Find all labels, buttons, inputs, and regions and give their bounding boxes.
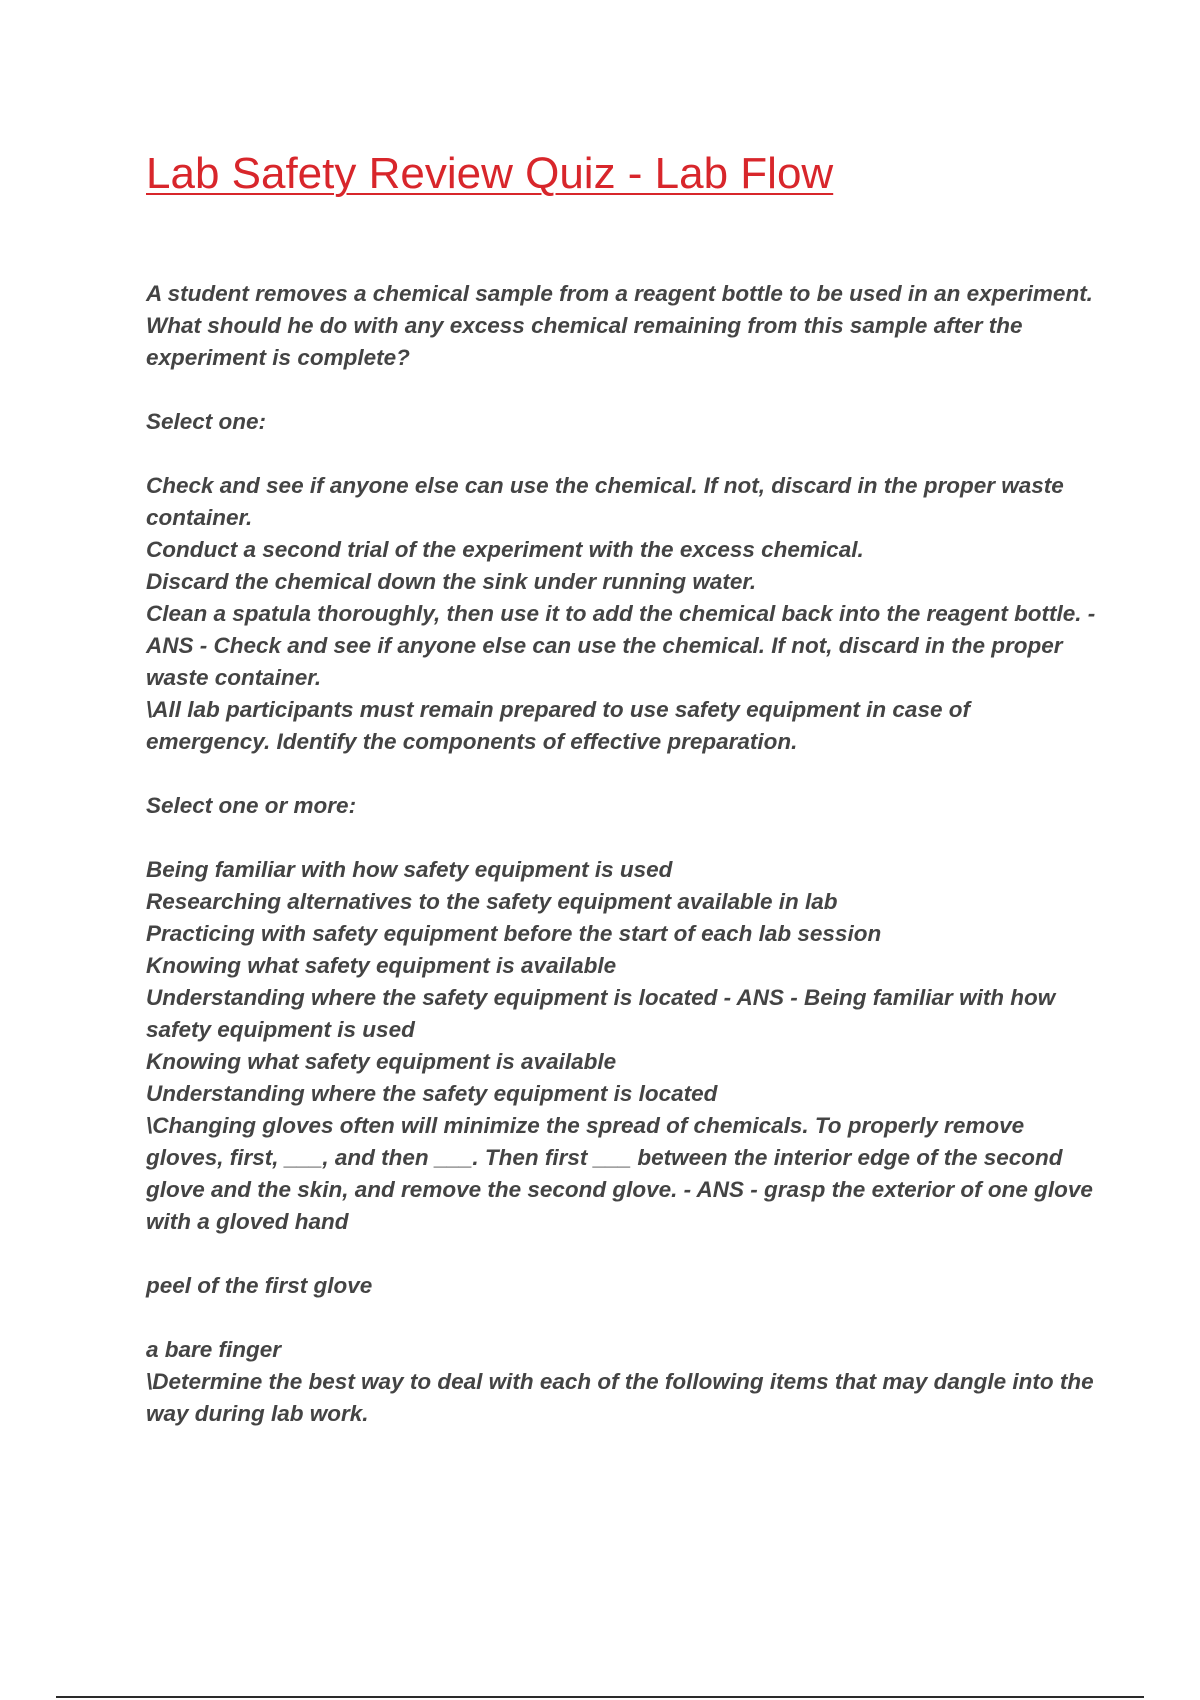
blank-line — [146, 822, 1096, 854]
option-line-with-answer: Clean a spatula thoroughly, then use it to add the chemical back into the reagent bottle. - ANS - Check and see if anyone else can use the chemical. If not, discard in the proper waste container. — [146, 601, 1096, 690]
question-3-text: \Changing gloves often will minimize the spread of chemicals. To properly remove gloves, first, ___, and then ___. Then first ___ between the interior edge of the second glove and the skin, and remove the second glove. - ANS - grasp the exterior of one glove with a gloved hand — [146, 1113, 1093, 1234]
option-line: Knowing what safety equipment is available — [146, 953, 617, 978]
option-line: Conduct a second trial of the experiment with the excess chemical. — [146, 537, 864, 562]
document-page — [146, 146, 1096, 1430]
answer-line: Knowing what safety equipment is available — [146, 1049, 617, 1074]
question-1-text: A student removes a chemical sample from a reagent bottle to be used in an experiment. What should he do with any excess chemical remaining from this sample after the experiment is complete? — [146, 281, 1093, 370]
blank-line — [146, 1302, 1096, 1334]
footer-divider — [56, 1696, 1144, 1698]
option-line-with-answer: Understanding where the safety equipment is located - ANS - Being familiar with how safety equipment is used — [146, 985, 1056, 1042]
option-line: Researching alternatives to the safety equipment available in lab — [146, 889, 838, 914]
question-2-text: \All lab participants must remain prepared to use safety equipment in case of emergency. Identify the components of effective preparation. — [146, 697, 970, 754]
document-title: Lab Safety Review Quiz - Lab Flow — [146, 149, 834, 198]
answer-line: a bare finger — [146, 1337, 282, 1362]
question-4-text: \Determine the best way to deal with each of the following items that may dangle into the way during lab work. — [146, 1369, 1094, 1426]
document-body — [146, 278, 1096, 1430]
blank-line — [146, 1238, 1096, 1270]
answer-line: Understanding where the safety equipment is located — [146, 1081, 718, 1106]
select-one-or-more-label: Select one or more: — [146, 793, 357, 818]
answer-line: peel of the first glove — [146, 1273, 373, 1298]
option-line: Discard the chemical down the sink under running water. — [146, 569, 757, 594]
blank-line — [146, 438, 1096, 470]
blank-line — [146, 758, 1096, 790]
option-line: Check and see if anyone else can use the chemical. If not, discard in the proper waste container. — [146, 473, 1064, 530]
select-one-label: Select one: — [146, 409, 267, 434]
option-line: Being familiar with how safety equipment is used — [146, 857, 673, 882]
option-line: Practicing with safety equipment before the start of each lab session — [146, 921, 882, 946]
blank-line — [146, 374, 1096, 406]
